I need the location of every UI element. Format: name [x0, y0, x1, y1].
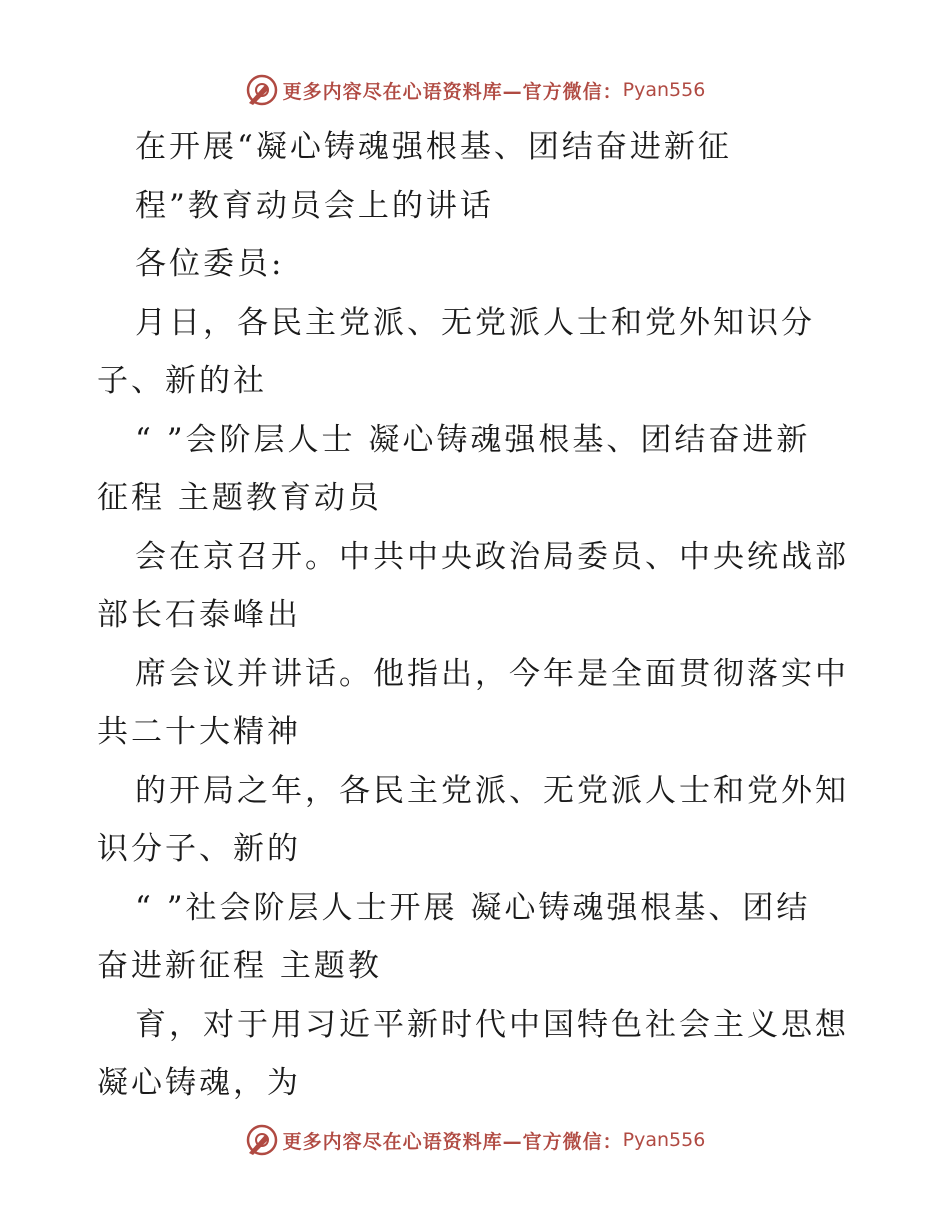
paragraph	[97, 528, 857, 645]
paragraph-lead: “ ”会阶层人士 凝心铸魂强根基、团结奋进新	[135, 421, 811, 458]
paragraph	[97, 996, 857, 1113]
paragraph-rest: 子、新的社	[97, 363, 267, 399]
document-body	[97, 118, 857, 1113]
paragraph-lead: 席会议并讲话。他指出，今年是全面贯彻落实中	[135, 655, 849, 692]
watermark-label: 更多内容尽在心语资料库—官方微信：	[282, 80, 623, 103]
watermark-banner-bottom	[0, 1120, 950, 1160]
paragraph-lead: “ ”社会阶层人士开展 凝心铸魂强根基、团结	[135, 889, 811, 926]
paragraph	[97, 118, 857, 177]
paragraph-lead: 的开局之年，各民主党派、无党派人士和党外知	[135, 772, 849, 809]
paragraph-lead: 月日，各民主党派、无党派人士和党外知识分	[135, 304, 815, 341]
paragraph-lead: 在开展“凝心铸魂强根基、团结奋进新征	[135, 129, 732, 165]
paragraph-lead: 会在京召开。中共中央政治局委员、中央统战部	[135, 538, 849, 575]
paragraph-lead: 育，对于用习近平新时代中国特色社会主义思想	[135, 1006, 849, 1043]
paragraph-lead: 各位委员:	[135, 246, 285, 282]
paragraph-rest: 凝心铸魂，为	[97, 1065, 301, 1101]
paragraph	[97, 762, 857, 879]
paragraph-rest: 征程 主题教育动员	[97, 480, 382, 516]
watermark-banner-top	[0, 70, 950, 110]
paragraph	[97, 411, 857, 528]
watermark-label: 更多内容尽在心语资料库—官方微信：	[282, 1130, 623, 1153]
paragraph-rest: 部长石泰峰出	[97, 597, 301, 633]
paragraph	[97, 177, 857, 236]
wechat-id: Pyan556	[622, 1129, 706, 1151]
wechat-id: Pyan556	[622, 79, 706, 101]
paragraph-lead: 程”教育动员会上的讲话	[135, 187, 494, 224]
paragraph	[97, 235, 857, 294]
pen-logo-icon	[245, 73, 279, 107]
paragraph	[97, 294, 857, 411]
pen-logo-icon	[245, 1123, 279, 1157]
paragraph-rest: 识分子、新的	[97, 831, 301, 867]
paragraph-rest: 奋进新征程 主题教	[97, 948, 382, 984]
paragraph	[97, 645, 857, 762]
paragraph-rest: 共二十大精神	[97, 714, 301, 750]
paragraph	[97, 879, 857, 996]
